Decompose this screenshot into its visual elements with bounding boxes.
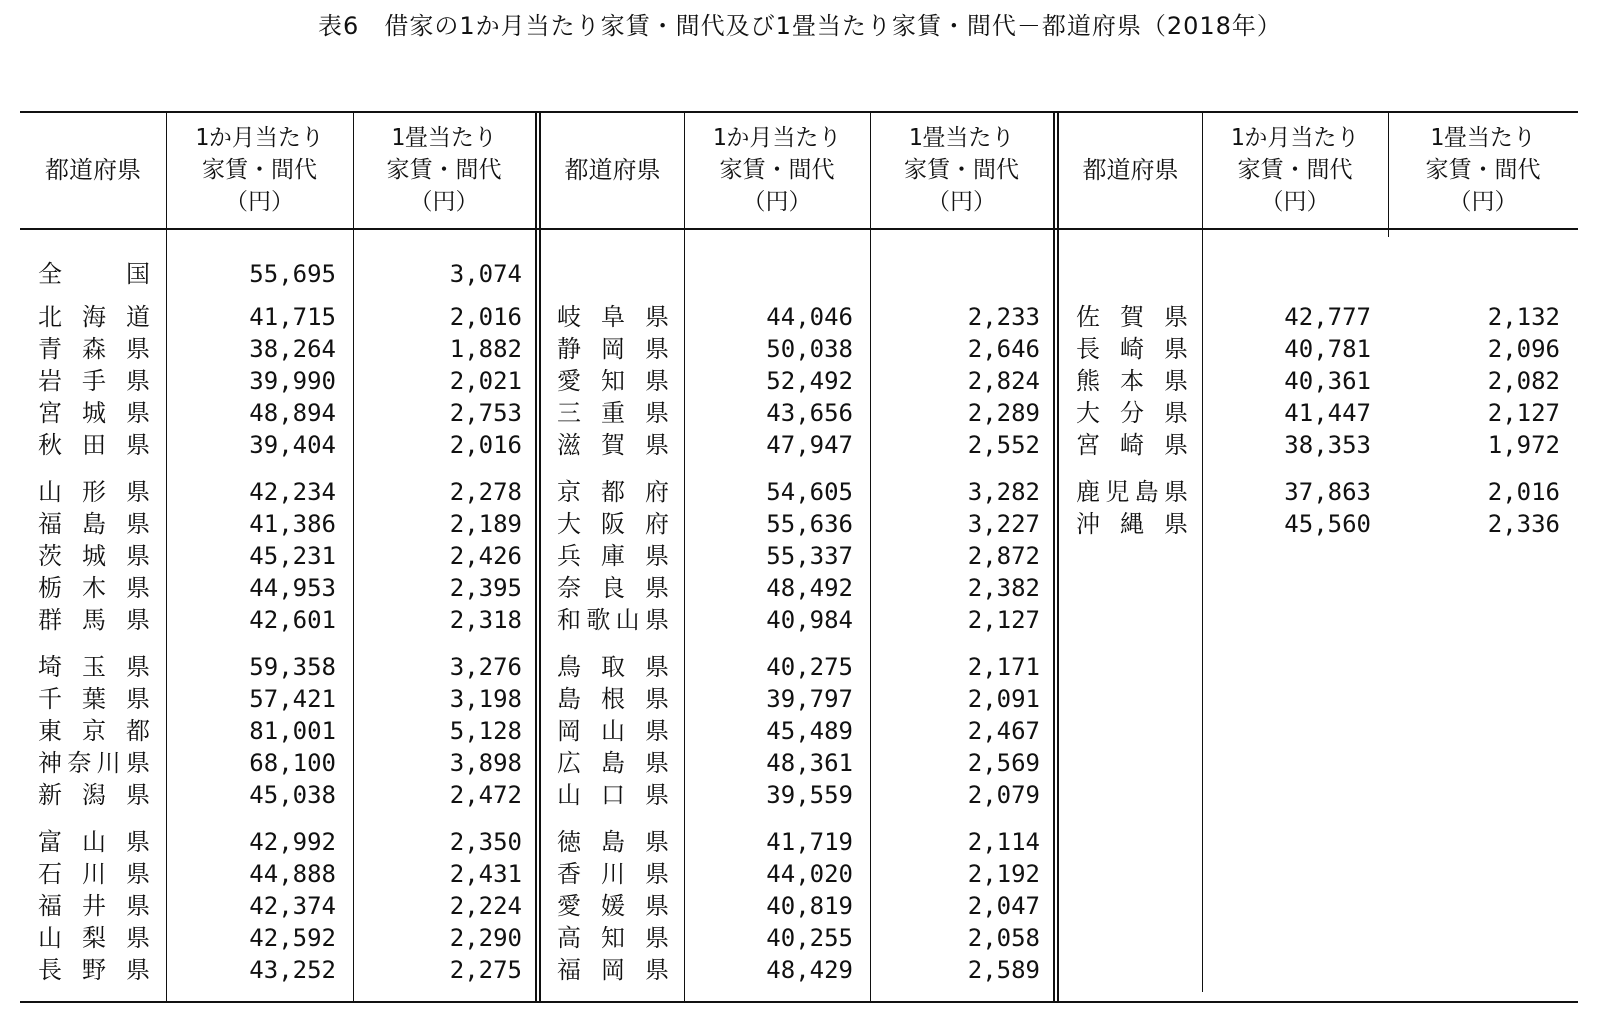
header-per-tatami-unit: （円） — [1448, 189, 1518, 215]
prefecture-name: 和歌山県 — [557, 606, 669, 634]
header-per-tatami-line1: 1畳当たり — [908, 125, 1015, 151]
per-tatami-rent-value: 3,227 — [967, 510, 1040, 538]
per-tatami-rent-value: 2,275 — [449, 956, 522, 984]
monthly-rent-value: 40,819 — [766, 892, 853, 920]
per-tatami-rent-value: 2,058 — [967, 924, 1040, 952]
prefecture-name: 福岡県 — [557, 956, 669, 984]
prefecture-name: 山口県 — [557, 781, 669, 809]
header-per-tatami-line2: 家賃・間代 — [904, 157, 1019, 183]
header-monthly-line2: 家賃・間代 — [202, 157, 317, 183]
header-per-tatami-rent — [870, 122, 1053, 218]
prefecture-name: 宮崎県 — [1076, 431, 1188, 459]
monthly-rent-value: 39,559 — [766, 781, 853, 809]
monthly-rent-value: 39,797 — [766, 685, 853, 713]
monthly-rent-value: 45,038 — [249, 781, 336, 809]
per-tatami-rent-value: 2,382 — [967, 574, 1040, 602]
per-tatami-rent-value: 2,426 — [449, 542, 522, 570]
per-tatami-rent-value: 3,276 — [449, 653, 522, 681]
header-bottom-rule — [20, 228, 1578, 230]
per-tatami-rent-value: 2,872 — [967, 542, 1040, 570]
group-divider — [1053, 112, 1059, 1001]
header-per-tatami-line1: 1畳当たり — [1430, 125, 1536, 151]
prefecture-name: 山形県 — [38, 478, 150, 506]
prefecture-name: 兵庫県 — [557, 542, 669, 570]
column-divider — [684, 112, 685, 1001]
monthly-rent-value: 48,429 — [766, 956, 853, 984]
header-prefecture — [20, 122, 166, 218]
per-tatami-rent-value: 2,336 — [1487, 510, 1560, 538]
monthly-rent-value: 43,252 — [249, 956, 336, 984]
prefecture-name: 北海道 — [38, 303, 150, 331]
monthly-rent-value: 81,001 — [249, 717, 336, 745]
monthly-rent-value: 45,489 — [766, 717, 853, 745]
per-tatami-rent-value: 2,472 — [449, 781, 522, 809]
prefecture-name: 富山県 — [38, 828, 150, 856]
per-tatami-rent-value: 2,082 — [1487, 367, 1560, 395]
per-tatami-rent-value: 2,395 — [449, 574, 522, 602]
prefecture-name: 新潟県 — [38, 781, 150, 809]
monthly-rent-value: 52,492 — [766, 367, 853, 395]
per-tatami-rent-value: 2,467 — [967, 717, 1040, 745]
per-tatami-rent-value: 2,016 — [1487, 478, 1560, 506]
per-tatami-rent-value: 3,282 — [967, 478, 1040, 506]
monthly-rent-value: 57,421 — [249, 685, 336, 713]
prefecture-name: 高知県 — [557, 924, 669, 952]
group-divider — [535, 112, 541, 1001]
prefecture-name: 群馬県 — [38, 606, 150, 634]
header-prefecture-label: 都道府県 — [45, 156, 141, 184]
prefecture-name: 沖縄県 — [1076, 510, 1188, 538]
prefecture-name: 岡山県 — [557, 717, 669, 745]
monthly-rent-value: 45,560 — [1284, 510, 1371, 538]
header-prefecture — [541, 122, 684, 218]
header-per-tatami-line2: 家賃・間代 — [1425, 157, 1541, 183]
prefecture-name: 東京都 — [38, 717, 150, 745]
prefecture-name: 長野県 — [38, 956, 150, 984]
per-tatami-rent-value: 2,171 — [967, 653, 1040, 681]
header-monthly-line1: 1か月当たり — [195, 125, 324, 151]
per-tatami-rent-value: 2,189 — [449, 510, 522, 538]
header-monthly-line1: 1か月当たり — [1230, 125, 1360, 151]
per-tatami-rent-value: 2,127 — [1487, 399, 1560, 427]
monthly-rent-value: 42,992 — [249, 828, 336, 856]
per-tatami-rent-value: 2,091 — [967, 685, 1040, 713]
prefecture-name: 静岡県 — [557, 335, 669, 363]
prefecture-name: 宮城県 — [38, 399, 150, 427]
monthly-rent-value: 39,990 — [249, 367, 336, 395]
monthly-rent-value: 41,719 — [766, 828, 853, 856]
monthly-rent-value: 41,715 — [249, 303, 336, 331]
per-tatami-rent-value: 2,233 — [967, 303, 1040, 331]
monthly-rent-value: 37,863 — [1284, 478, 1371, 506]
header-monthly-rent — [166, 122, 353, 218]
header-monthly-rent — [1202, 122, 1388, 218]
monthly-rent-value: 44,020 — [766, 860, 853, 888]
monthly-rent-value: 47,947 — [766, 431, 853, 459]
prefecture-name: 鹿児島県 — [1076, 478, 1188, 506]
header-monthly-rent — [684, 122, 870, 218]
prefecture-name: 京都府 — [557, 478, 669, 506]
monthly-rent-value: 40,984 — [766, 606, 853, 634]
monthly-rent-value: 48,894 — [249, 399, 336, 427]
monthly-rent-value: 54,605 — [766, 478, 853, 506]
per-tatami-rent-value: 2,350 — [449, 828, 522, 856]
header-monthly-line2: 家賃・間代 — [1237, 157, 1353, 183]
prefecture-name: 秋田県 — [38, 431, 150, 459]
table-bottom-rule — [20, 1001, 1578, 1003]
prefecture-name: 栃木県 — [38, 574, 150, 602]
per-tatami-rent-value: 2,824 — [967, 367, 1040, 395]
per-tatami-rent-value: 3,198 — [449, 685, 522, 713]
per-tatami-rent-value: 2,753 — [449, 399, 522, 427]
monthly-rent-value: 41,447 — [1284, 399, 1371, 427]
per-tatami-rent-value: 1,972 — [1487, 431, 1560, 459]
monthly-rent-value: 42,777 — [1284, 303, 1371, 331]
prefecture-name: 茨城県 — [38, 542, 150, 570]
per-tatami-rent-value: 2,192 — [967, 860, 1040, 888]
prefecture-name: 香川県 — [557, 860, 669, 888]
prefecture-name: 山梨県 — [38, 924, 150, 952]
table-title: 表6 借家の1か月当たり家賃・間代及び1畳当たり家賃・間代－都道府県（2018年） — [318, 12, 1282, 40]
prefecture-name: 奈良県 — [557, 574, 669, 602]
column-divider — [870, 112, 871, 1001]
monthly-rent-value: 48,492 — [766, 574, 853, 602]
header-monthly-line1: 1か月当たり — [712, 125, 842, 151]
prefecture-name: 青森県 — [38, 335, 150, 363]
prefecture-name: 滋賀県 — [557, 431, 669, 459]
monthly-rent-value: 38,353 — [1284, 431, 1371, 459]
header-prefecture — [1059, 122, 1202, 218]
per-tatami-rent-value: 2,290 — [449, 924, 522, 952]
prefecture-name: 全国 — [38, 260, 150, 288]
prefecture-name: 愛媛県 — [557, 892, 669, 920]
per-tatami-rent-value: 3,898 — [449, 749, 522, 777]
prefecture-name: 埼玉県 — [38, 653, 150, 681]
per-tatami-rent-value: 2,016 — [449, 431, 522, 459]
monthly-rent-value: 44,888 — [249, 860, 336, 888]
per-tatami-rent-value: 2,289 — [967, 399, 1040, 427]
table-top-rule — [20, 111, 1578, 113]
per-tatami-rent-value: 5,128 — [449, 717, 522, 745]
per-tatami-rent-value: 1,882 — [449, 335, 522, 363]
prefecture-name: 大阪府 — [557, 510, 669, 538]
prefecture-name: 広島県 — [557, 749, 669, 777]
per-tatami-rent-value: 2,552 — [967, 431, 1040, 459]
monthly-rent-value: 42,374 — [249, 892, 336, 920]
per-tatami-rent-value: 2,132 — [1487, 303, 1560, 331]
prefecture-name: 岐阜県 — [557, 303, 669, 331]
prefecture-name: 島根県 — [557, 685, 669, 713]
per-tatami-rent-value: 2,589 — [967, 956, 1040, 984]
prefecture-name: 石川県 — [38, 860, 150, 888]
monthly-rent-value: 48,361 — [766, 749, 853, 777]
monthly-rent-value: 38,264 — [249, 335, 336, 363]
header-per-tatami-line2: 家賃・間代 — [386, 157, 502, 183]
per-tatami-rent-value: 3,074 — [449, 260, 522, 288]
monthly-rent-value: 39,404 — [249, 431, 336, 459]
prefecture-name: 佐賀県 — [1076, 303, 1188, 331]
prefecture-name: 愛知県 — [557, 367, 669, 395]
monthly-rent-value: 42,601 — [249, 606, 336, 634]
header-prefecture-label: 都道府県 — [564, 156, 661, 184]
monthly-rent-value: 55,636 — [766, 510, 853, 538]
monthly-rent-value: 40,255 — [766, 924, 853, 952]
header-per-tatami-rent — [353, 122, 535, 218]
monthly-rent-value: 55,695 — [249, 260, 336, 288]
monthly-rent-value: 42,592 — [249, 924, 336, 952]
prefecture-name: 徳島県 — [557, 828, 669, 856]
prefecture-name: 鳥取県 — [557, 653, 669, 681]
header-monthly-line2: 家賃・間代 — [719, 157, 835, 183]
prefecture-name: 千葉県 — [38, 685, 150, 713]
prefecture-name: 福井県 — [38, 892, 150, 920]
monthly-rent-value: 41,386 — [249, 510, 336, 538]
per-tatami-rent-value: 2,047 — [967, 892, 1040, 920]
header-per-tatami-unit: （円） — [927, 189, 996, 215]
header-monthly-unit: （円） — [1260, 189, 1330, 215]
per-tatami-rent-value: 2,016 — [449, 303, 522, 331]
per-tatami-rent-value: 2,096 — [1487, 335, 1560, 363]
per-tatami-rent-value: 2,431 — [449, 860, 522, 888]
prefecture-name: 三重県 — [557, 399, 669, 427]
per-tatami-rent-value: 2,224 — [449, 892, 522, 920]
monthly-rent-value: 40,275 — [766, 653, 853, 681]
monthly-rent-value: 44,953 — [249, 574, 336, 602]
per-tatami-rent-value: 2,278 — [449, 478, 522, 506]
monthly-rent-value: 40,361 — [1284, 367, 1371, 395]
column-divider — [353, 112, 354, 1001]
monthly-rent-value: 55,337 — [766, 542, 853, 570]
header-per-tatami-rent — [1388, 122, 1578, 218]
monthly-rent-value: 59,358 — [249, 653, 336, 681]
monthly-rent-value: 40,781 — [1284, 335, 1371, 363]
prefecture-name: 長崎県 — [1076, 335, 1188, 363]
header-per-tatami-line1: 1畳当たり — [391, 125, 497, 151]
monthly-rent-value: 43,656 — [766, 399, 853, 427]
per-tatami-rent-value: 2,079 — [967, 781, 1040, 809]
column-divider — [1202, 112, 1203, 992]
per-tatami-rent-value: 2,127 — [967, 606, 1040, 634]
prefecture-name: 岩手県 — [38, 367, 150, 395]
per-tatami-rent-value: 2,021 — [449, 367, 522, 395]
header-monthly-unit: （円） — [225, 189, 294, 215]
header-prefecture-label: 都道府県 — [1082, 156, 1179, 184]
prefecture-name: 福島県 — [38, 510, 150, 538]
per-tatami-rent-value: 2,318 — [449, 606, 522, 634]
per-tatami-rent-value: 2,569 — [967, 749, 1040, 777]
per-tatami-rent-value: 2,646 — [967, 335, 1040, 363]
monthly-rent-value: 42,234 — [249, 478, 336, 506]
prefecture-name: 神奈川県 — [38, 749, 150, 777]
monthly-rent-value: 45,231 — [249, 542, 336, 570]
prefecture-name: 熊本県 — [1076, 367, 1188, 395]
column-divider — [166, 112, 167, 1001]
monthly-rent-value: 68,100 — [249, 749, 336, 777]
header-per-tatami-unit: （円） — [409, 189, 479, 215]
monthly-rent-value: 50,038 — [766, 335, 853, 363]
prefecture-name: 大分県 — [1076, 399, 1188, 427]
monthly-rent-value: 44,046 — [766, 303, 853, 331]
per-tatami-rent-value: 2,114 — [967, 828, 1040, 856]
header-monthly-unit: （円） — [742, 189, 812, 215]
